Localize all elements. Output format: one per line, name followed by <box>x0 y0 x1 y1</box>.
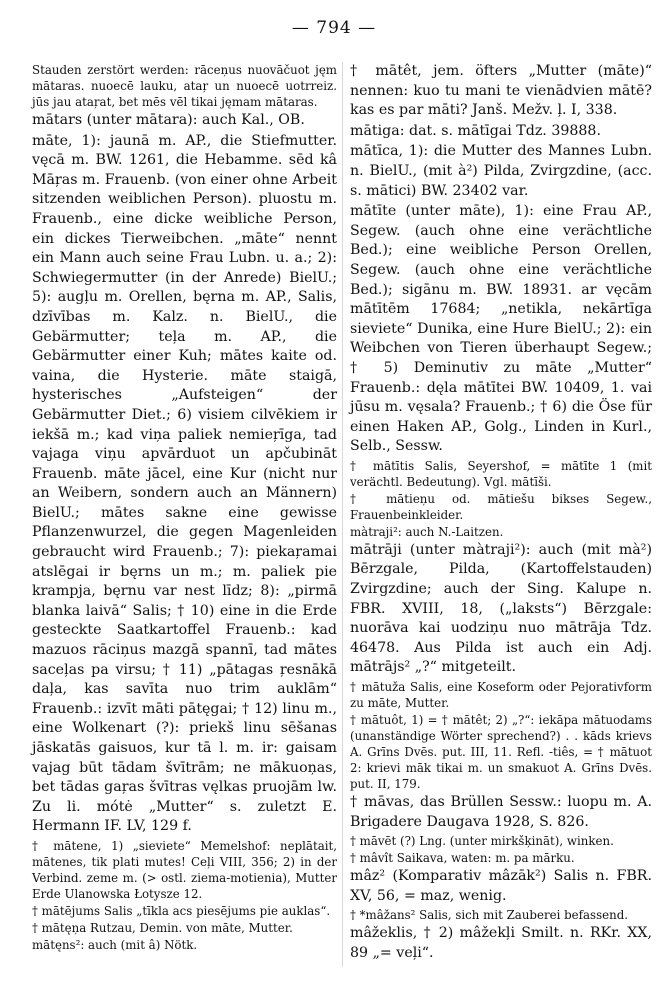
column-divider <box>342 62 343 967</box>
entry: † māvas, das Brüllen Sessw.: luopu m. A. Brigadere Daugava 1928, S. 826. <box>350 794 652 830</box>
entry: † mātene, 1) „sieviete“ Memelshof: neplātait, mātenes, tik plati mutes! Ceļi VIII, 356; 2) in der Verbind. zeme m. (> ostl. ziema-motienia), Mutter Erde Ulanowska Łotysze 12. <box>32 838 337 901</box>
entry: † *mâžans² Salis, sich mit Zauberei befassend. <box>350 908 629 923</box>
entry: † mātęņa Rutzau, Demin. von māte, Mutter. <box>32 920 293 935</box>
entry: mātiga: dat. s. mātīgai Tdz. 39888. <box>350 122 601 139</box>
entry: mātęns²: auch (mit â) Nötk. <box>32 937 198 952</box>
entry: † mātuža Salis, eine Koseform oder Pejorativform zu māte, Mutter. <box>350 680 652 711</box>
entry: mātars (unter mātara): auch Kal., OB. <box>32 112 305 128</box>
entry: mātrāji (unter màtraji²): auch (mit mà²) Bērzgale, Pilda, (Kartoffelstauden) Zvirgzdine; auch der Sing. Kalupe n. FBR. XVIII, 18, („laksts“) Bērzgale: nuorāva kai uodziņu nuo mātrāja Tdz. 46478. Aus Pilda ist auch ein Adj. mātrājs² „?“ mitgeteilt. <box>350 541 652 676</box>
entry: † mātuôt, 1) = † mātêt; 2) „?“: iekāpa mātuodams (unanständige Wörter sprechend?) . . kāds krievs A. Grīns Dvēs. put. III, 11. Refl. -tiês, = † mātuot 2: krievi māk tikai m. un smakuot A. Grīns Dvēs. put. II, 179. <box>350 713 652 792</box>
entry: mâžeklis, † 2) mâžekļi Smilt. n. RKr. XX, 89 „= veļi“. <box>350 925 652 961</box>
entry: † mātējums Salis „tīkla acs piesējums pie auklas“. <box>32 903 331 918</box>
entry: māte, 1): jaunā m. AP., die Stiefmutter. vęcā m. BW. 1261, die Hebamme. sēd kâ Māŗas m. Frauenb. (von einer ohne Arbeit sitzenden weiblichen Person). pluostu m. Frauenb., eine dicke weibliche Person, ein dickes Tierweibchen. „māte“ nennt ein Mann auch seine Frau Lubn. u. a.; 2): Schwiegermutter (in der Anrede) BielU.; 5): augļu m. Orellen, bęrna m. AP., Salis, dzīvības m. Kalz. n. BielU., die Gebärmutter; teļa m. AP., die Gebärmutter einer Kuh; mātes kaite od. vaina, die Hysterie. māte staigā, hysterisches „Aufsteigen“ der Gebärmutter Diet.; 6) visiem cilvēkiem ir iekšā m.; kad viņa paliek nemieŗīga, tad vajaga viņu apvārduot un apčubināt Frauenb. māte jācel, eine Kur (nicht nur an Weibern, sondern auch an Männern) BielU.; mātes sakne eine gewisse Pflanzenwurzel, die gegen Magenleiden gebraucht wird Frauenb.; 7): piekaŗamai atslēgai ir bęrns un m.; m. paliek pie krampja, bęrnu var nest līdz; 8): „pirmā blanka laivā“ Salis; † 10) eine in die Erde gesteckte Saatkartoffel Frauenb.: kad mazuos rāciņus mazgā spannī, tad mātes saceļas pa virsu; † 11) „pātagas ŗesnākā daļa, kas savīta nuo trim auklām“ Frauenb.: izvīt māti pātęgai; † 12) linu m., eine Wolkenart (?): priekš linu sēšanas jāskatās gaisuos, kur tā l. m. ir: gaisam vajag būt tādam švītrām; ne mākuoņas, bet tādas gaŗas švītras vęlkas pruojām lw. Zu li. mótė „Mutter“ s. zuletzt E. Hermann IF. LV, 129 f. <box>32 132 337 835</box>
entry: mātīte (unter māte), 1): eine Frau AP., Segew. (auch ohne eine verächtliche Bed.); eine weibliche Person Orellen, Segew. (auch ohne eine verächtliche Bed.); sigānu m. BW. 18931. ar vęcām mātītēm 17684; „netikla, nekārtīga sieviete“ Dunika, eine Hure BielU.; 2): ein Weibchen von Tieren überhaupt Segew.; † 5) Deminutiv zu māte „Mutter“ Frauenb.: dęla mātītei BW. 10409, 1. vai jūsu m. vęsala? Frauenb.; † 6) die Öse für einen Haken AP., Golg., Linden in Kurl., Selb., Sessw. <box>350 203 652 455</box>
left-column <box>32 62 337 954</box>
entry: † mātieņu od. mātiešu bikses Segew., Frauenbeinkleider. <box>350 491 652 522</box>
entry: màtraji²: auch N.-Laitzen. <box>350 524 504 539</box>
right-column <box>350 62 652 965</box>
entry: mâz² (Komparativ mâzāk²) Salis n. FBR. XV, 56, = maz, wenig. <box>350 868 652 904</box>
entry: mātīca, 1): die Mutter des Mannes Lubn. n. BielU., (mit à²) Pilda, Zvirgzdine, (acc. s. mātici) BW. 23402 var. <box>350 143 652 199</box>
entry: † māvēt (?) Lng. (unter mirkšķināt), winken. <box>350 834 614 849</box>
entry: † mâvît Saikava, waten: m. pa mārku. <box>350 851 575 866</box>
entry: † mātêt, jem. öfters „Mutter (māte)“ nennen: kuo tu mani te vienādvien mātē? kas es par māti? Janš. Mežv. ļ. I, 338. <box>350 63 652 119</box>
page-number: — 794 — <box>291 18 377 38</box>
entry: † mātītis Salis, Seyershof, = mātīte 1 (mit verächtl. Bedeutung). Vgl. mātīši. <box>350 458 652 489</box>
entry: Stauden zerstört werden: rāceņus nuovāčuot jęm mātaras. nuoecē lauku, ataŗ un nuoecē uotrreiz. jūs jau ataŗat, bet mēs vēl tikai jęmam mātaras. <box>32 63 337 109</box>
